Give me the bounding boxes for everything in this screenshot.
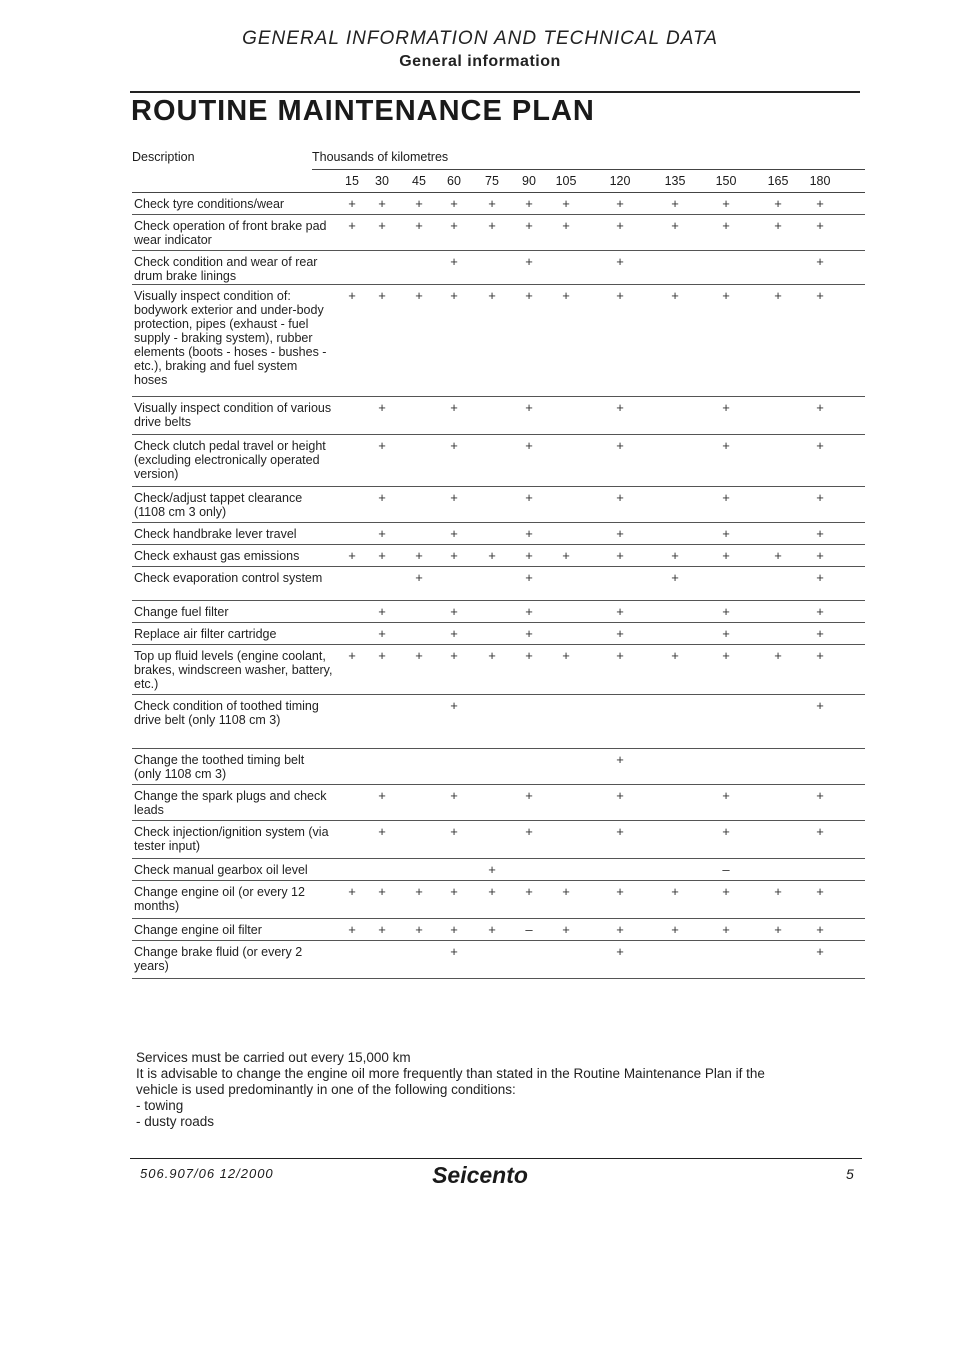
row-description: Check operation of front brake pad wear indicator (134, 219, 327, 247)
table-row (132, 881, 865, 919)
service-mark: + (450, 438, 458, 453)
row-description: Check condition and wear of rear drum brake linings (134, 255, 318, 283)
service-mark: + (525, 824, 533, 839)
service-mark: + (774, 196, 782, 211)
page-title: ROUTINE MAINTENANCE PLAN (131, 95, 595, 127)
service-mark: + (616, 438, 624, 453)
header-divider (130, 91, 860, 93)
service-mark: + (816, 526, 824, 541)
table-row (132, 523, 865, 545)
service-mark: + (616, 604, 624, 619)
brand-name: Seicento (432, 1162, 528, 1188)
service-mark: + (525, 626, 533, 641)
service-mark: + (722, 626, 730, 641)
service-mark: + (774, 548, 782, 563)
service-mark: + (450, 944, 458, 959)
service-mark: + (450, 626, 458, 641)
service-mark: + (525, 604, 533, 619)
row-description: Replace air filter cartridge (134, 627, 277, 641)
section-subtitle: General information (399, 53, 561, 70)
row-description: Change brake fluid (or every 2 years) (134, 945, 303, 973)
table-row (132, 397, 865, 435)
service-mark: + (450, 648, 458, 663)
table-row (132, 695, 865, 749)
km-column-header: 45 (412, 174, 426, 188)
service-mark: + (616, 922, 624, 937)
km-column-header: 105 (555, 174, 577, 188)
service-mark: + (348, 648, 356, 663)
row-description: Change the spark plugs and check leads (134, 789, 327, 817)
table-row (132, 749, 865, 785)
service-mark: + (348, 196, 356, 211)
service-mark: + (616, 548, 624, 563)
service-mark: + (722, 400, 730, 415)
service-mark: + (525, 548, 533, 563)
service-mark: + (525, 648, 533, 663)
service-mark: + (488, 922, 496, 937)
service-mark: + (616, 526, 624, 541)
service-mark: + (616, 648, 624, 663)
note-line: vehicle is used predominantly in one of the following conditions: (136, 1082, 516, 1097)
table-row (132, 645, 865, 695)
service-mark: + (525, 570, 533, 585)
row-description: Check tyre conditions/wear (134, 197, 285, 211)
service-mark: + (616, 196, 624, 211)
service-mark: – (722, 862, 730, 877)
service-mark: + (671, 922, 679, 937)
service-mark: + (348, 922, 356, 937)
service-mark: + (562, 196, 570, 211)
service-mark: + (722, 824, 730, 839)
service-mark: + (616, 254, 624, 269)
service-mark: + (525, 490, 533, 505)
service-mark: + (616, 944, 624, 959)
service-mark: + (722, 288, 730, 303)
service-mark: + (816, 884, 824, 899)
km-column-headers (132, 170, 865, 193)
table-row (132, 941, 865, 979)
km-column-header: 120 (609, 174, 631, 188)
service-mark: + (562, 218, 570, 233)
service-mark: + (671, 196, 679, 211)
service-mark: + (671, 648, 679, 663)
service-mark: + (525, 288, 533, 303)
service-mark: + (488, 884, 496, 899)
service-mark: + (816, 490, 824, 505)
service-mark: + (816, 218, 824, 233)
page-header (0, 28, 960, 71)
service-mark: + (616, 752, 624, 767)
row-description: Change fuel filter (134, 605, 229, 619)
service-mark: + (488, 548, 496, 563)
table-row (132, 545, 865, 567)
maintenance-table (132, 148, 865, 979)
service-mark: + (616, 288, 624, 303)
table-row (132, 435, 865, 487)
table-row (132, 567, 865, 601)
service-mark: + (816, 288, 824, 303)
service-mark: + (525, 254, 533, 269)
service-mark: + (378, 218, 386, 233)
service-mark: + (722, 526, 730, 541)
footer-divider (130, 1158, 862, 1159)
table-row (132, 859, 865, 881)
service-mark: + (671, 570, 679, 585)
service-mark: + (378, 626, 386, 641)
service-mark: + (378, 526, 386, 541)
note-line: It is advisable to change the engine oil more frequently than stated in the Routine Maintenance Plan if the (136, 1066, 765, 1081)
service-mark: + (722, 196, 730, 211)
table-row (132, 601, 865, 623)
service-mark: + (378, 884, 386, 899)
service-mark: + (774, 288, 782, 303)
service-mark: + (562, 548, 570, 563)
service-mark: + (378, 196, 386, 211)
service-mark: + (525, 400, 533, 415)
service-mark: + (722, 604, 730, 619)
service-mark: + (378, 604, 386, 619)
service-mark: + (378, 400, 386, 415)
service-mark: + (616, 400, 624, 415)
service-mark: + (816, 400, 824, 415)
service-mark: + (378, 438, 386, 453)
row-description: Visually inspect condition of: bodywork exterior and under-body protection, pipes (exhaust - fuel supply - braking system), rubber elements (boots - hoses - bushes - etc.), braking and fuel system hoses (134, 289, 327, 387)
km-column-header: 75 (485, 174, 499, 188)
service-mark: + (415, 196, 423, 211)
table-row (132, 623, 865, 645)
service-mark: + (450, 526, 458, 541)
table-row (132, 193, 865, 215)
service-mark: + (378, 788, 386, 803)
service-mark: + (816, 788, 824, 803)
service-mark: + (488, 218, 496, 233)
service-mark: + (450, 490, 458, 505)
service-mark: + (816, 922, 824, 937)
service-mark: + (562, 288, 570, 303)
km-column-header: 15 (345, 174, 359, 188)
service-mark: + (671, 288, 679, 303)
service-mark: + (562, 922, 570, 937)
table-row (132, 215, 865, 251)
service-mark: + (616, 490, 624, 505)
service-mark: + (348, 288, 356, 303)
row-description: Check manual gearbox oil level (134, 863, 308, 877)
service-mark: + (722, 884, 730, 899)
table-row (132, 487, 865, 523)
row-description: Check/adjust tappet clearance (1108 cm 3 only) (134, 491, 303, 519)
service-mark: + (722, 490, 730, 505)
row-description: Change engine oil (or every 12 months) (134, 885, 305, 913)
service-mark: + (450, 254, 458, 269)
service-mark: – (525, 922, 533, 937)
service-mark: + (816, 604, 824, 619)
service-mark: + (774, 218, 782, 233)
service-mark: + (450, 698, 458, 713)
service-mark: + (450, 288, 458, 303)
service-mark: + (525, 196, 533, 211)
row-description: Top up fluid levels (engine coolant, brakes, windscreen washer, battery, etc.) (134, 649, 333, 691)
service-mark: + (378, 648, 386, 663)
service-mark: + (450, 922, 458, 937)
km-column-header: 150 (715, 174, 737, 188)
kilometres-header: Thousands of kilometres (312, 150, 449, 164)
service-mark: + (816, 648, 824, 663)
service-mark: + (348, 218, 356, 233)
service-mark: + (450, 218, 458, 233)
service-mark: + (525, 218, 533, 233)
page-number: 5 (846, 1166, 854, 1182)
table-row (132, 251, 865, 285)
service-mark: + (671, 218, 679, 233)
service-mark: + (415, 218, 423, 233)
row-description: Check handbrake lever travel (134, 527, 297, 541)
km-column-header: 135 (664, 174, 686, 188)
row-description: Change the toothed timing belt (only 1108 cm 3) (134, 753, 305, 781)
service-notes (136, 1050, 866, 1130)
service-mark: + (816, 254, 824, 269)
service-mark: + (450, 884, 458, 899)
service-mark: + (816, 570, 824, 585)
table-header-top (132, 148, 865, 170)
service-mark: + (378, 490, 386, 505)
service-mark: + (525, 788, 533, 803)
service-mark: + (348, 884, 356, 899)
description-header: Description (132, 150, 195, 164)
document-code: 506.907/06 12/2000 (140, 1166, 274, 1181)
service-mark: + (525, 884, 533, 899)
service-mark: + (378, 922, 386, 937)
service-mark: + (525, 526, 533, 541)
service-mark: + (816, 698, 824, 713)
row-description: Check condition of toothed timing drive belt (only 1108 cm 3) (134, 699, 319, 727)
service-mark: + (450, 548, 458, 563)
km-column-header: 165 (767, 174, 789, 188)
service-mark: + (415, 922, 423, 937)
service-mark: + (488, 862, 496, 877)
service-mark: + (816, 548, 824, 563)
service-mark: + (450, 604, 458, 619)
service-mark: + (415, 570, 423, 585)
table-row (132, 821, 865, 859)
service-mark: + (450, 400, 458, 415)
row-description: Check clutch pedal travel or height (excluding electronically operated version) (134, 439, 326, 481)
service-mark: + (774, 922, 782, 937)
km-column-header: 90 (522, 174, 536, 188)
table-row (132, 919, 865, 941)
service-mark: + (671, 884, 679, 899)
km-column-header: 60 (447, 174, 461, 188)
km-column-header: 180 (809, 174, 831, 188)
service-mark: + (722, 788, 730, 803)
row-description: Check evaporation control system (134, 571, 323, 585)
row-description: Change engine oil filter (134, 923, 262, 937)
service-mark: + (774, 648, 782, 663)
service-mark: + (774, 884, 782, 899)
service-mark: + (378, 824, 386, 839)
row-description: Check exhaust gas emissions (134, 549, 300, 563)
note-line: Services must be carried out every 15,000 km (136, 1050, 411, 1065)
service-mark: + (722, 548, 730, 563)
service-mark: + (562, 884, 570, 899)
service-mark: + (450, 196, 458, 211)
service-mark: + (816, 626, 824, 641)
km-column-header: 30 (375, 174, 389, 188)
section-title: GENERAL INFORMATION AND TECHNICAL DATA (242, 28, 718, 49)
service-mark: + (722, 438, 730, 453)
note-bullet: - towing (136, 1098, 184, 1113)
table-body (132, 193, 865, 979)
row-description: Check injection/ignition system (via tester input) (134, 825, 329, 853)
service-mark: + (671, 548, 679, 563)
row-description: Visually inspect condition of various drive belts (134, 401, 332, 429)
table-row (132, 785, 865, 821)
service-mark: + (616, 884, 624, 899)
service-mark: + (415, 884, 423, 899)
service-mark: + (722, 218, 730, 233)
service-mark: + (816, 944, 824, 959)
service-mark: + (378, 288, 386, 303)
service-mark: + (415, 548, 423, 563)
service-mark: + (488, 196, 496, 211)
service-mark: + (816, 196, 824, 211)
service-mark: + (488, 288, 496, 303)
service-mark: + (525, 438, 533, 453)
service-mark: + (616, 788, 624, 803)
service-mark: + (348, 548, 356, 563)
note-bullet: - dusty roads (136, 1114, 215, 1129)
service-mark: + (616, 626, 624, 641)
service-mark: + (450, 824, 458, 839)
service-mark: + (816, 438, 824, 453)
service-mark: + (722, 922, 730, 937)
table-row (132, 285, 865, 397)
service-mark: + (450, 788, 458, 803)
service-mark: + (562, 648, 570, 663)
service-mark: + (488, 648, 496, 663)
service-mark: + (378, 548, 386, 563)
service-mark: + (722, 648, 730, 663)
service-mark: + (616, 824, 624, 839)
service-mark: + (616, 218, 624, 233)
service-mark: + (415, 288, 423, 303)
service-mark: + (816, 824, 824, 839)
service-mark: + (415, 648, 423, 663)
